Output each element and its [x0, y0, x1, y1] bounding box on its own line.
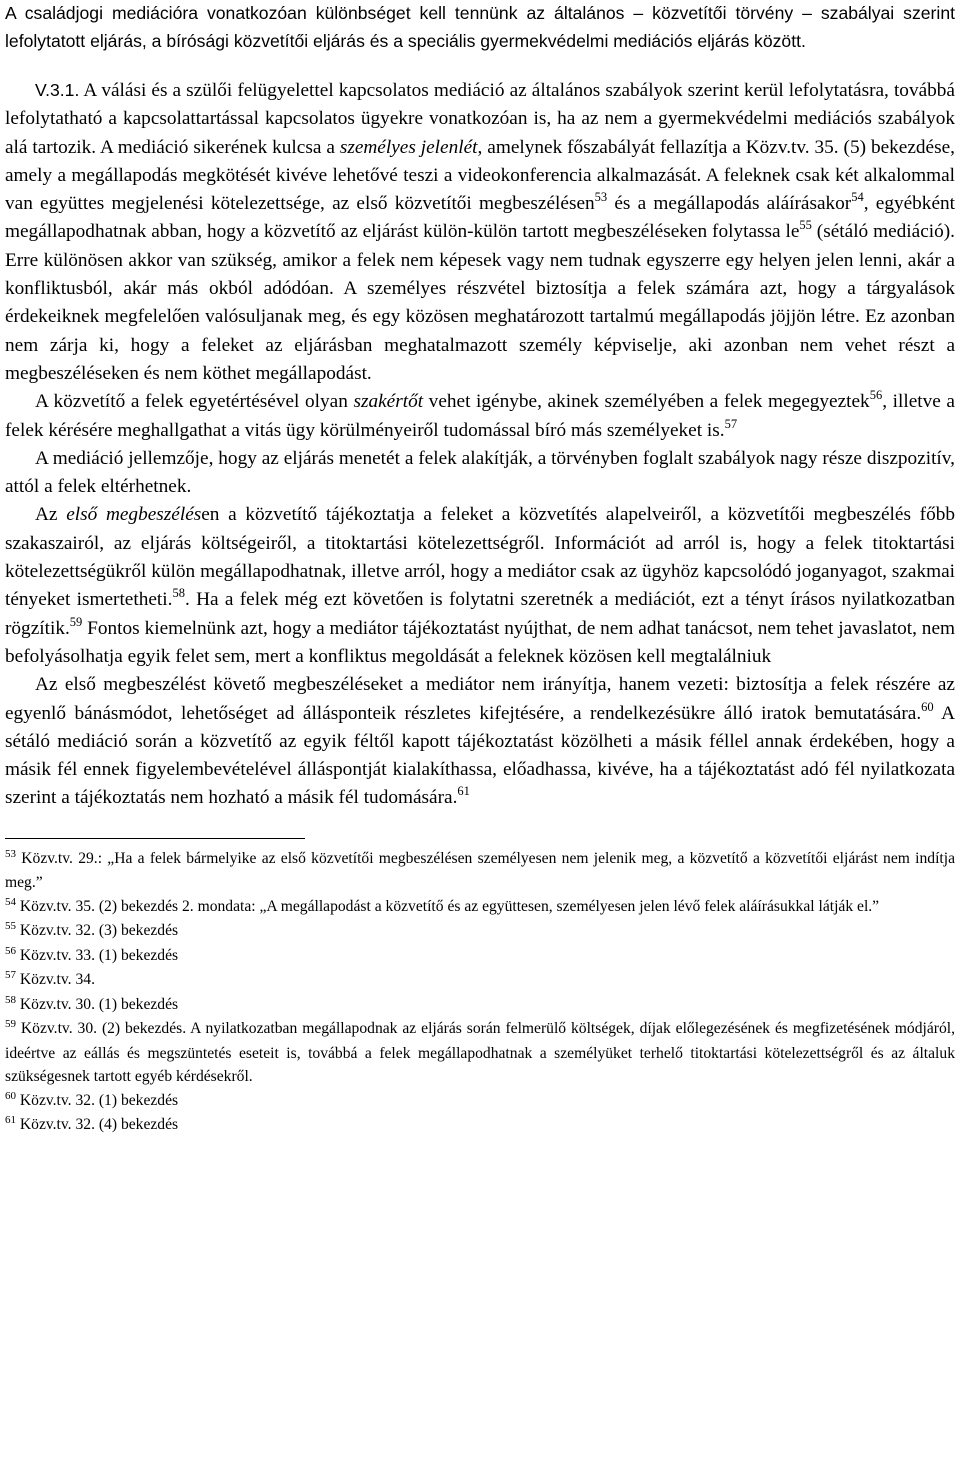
footnote-58	[5, 993, 955, 1018]
footnote-text: (3) bekezdés	[94, 922, 179, 940]
footnote-citation: Közv.tv. 32.	[16, 922, 95, 940]
footnote-61	[5, 1113, 955, 1138]
text-run: (sétáló mediáció). Erre különösen akkor van szükség, amikor a felek nem képesek vagy nem tudnak egyszerre egy helyen jelen lenni, akár a konfliktusból, akár más okból adódóan. A személyes részvétel biztosítja a felek számára azt, hogy a tárgyalások érdekeiknek megfelelően valósuljanak meg, és egy közösen meghatározott tartalmú megállapodás jöjjön létre. Ez azonban nem zárja ki, hogy a feleket az eljárásban meghatalmazott személy képviselje, aki azonban nem vehet részt a megbeszéléseken és nem köthet megállapodást.	[5, 221, 955, 384]
intro-paragraph: A családjogi mediációra vonatkozóan különbséget kell tennünk az általános – közvetítői törvény – szabályai szerint lefolytatott eljárás, a bírósági közvetítői eljárás és a speciális gyermekvédelmi mediációs eljárás között.	[5, 3, 955, 51]
footnote-ref-55[interactable]: 55	[799, 218, 812, 233]
footnote-text: (2) bekezdés. A nyilatkozatban megállapodnak az eljárás során felmerülő költségek, díjak előlegezésének és megfizetésének módjáról, ideértve az eállás és megszüntetés eseteit is, továbbá a felek megállapodhatnak a személyüket terhelő titoktartási kötelezettségről és az általuk szükségesnek tartott egyéb kérdésekről.	[5, 1020, 955, 1086]
text-run: A sétáló mediáció során a közvetítő az egyik féltől kapott tájékoztatást közölheti a másik féllel annak érdekében, hogy a másik fél ennek figyelembevételével álláspontját kialakíthassa, előadhassa, kivéve, ha a tájékoztatást adó fél nyilatkozata szerint a tájékoztatás nem hozható a másik fél tudomására.	[5, 702, 955, 809]
footnote-number: 54	[5, 895, 16, 908]
text-run: , egyébként megállapodhatnak abban, hogy a közvetítő az eljárást külön-külön tartott megbeszéléseken folytassa le	[5, 193, 956, 243]
footnote-citation: Közv.tv. 32.	[16, 1091, 95, 1109]
paragraph-following-meetings	[5, 671, 955, 812]
footnote-citation: Közv.tv. 30.	[16, 995, 95, 1013]
text-run: és a megállapodás aláírásakor	[607, 193, 852, 215]
text-run: Az	[35, 504, 67, 526]
footnotes	[5, 847, 955, 1138]
section-number: V.3.1.	[35, 80, 80, 100]
text-run: A válási és a szülői felügyelettel kapcsolatos mediáció az általános szabályok szerint kerül lefolytatásra, továbbá lefolytatható a kapcsolattartással kapcsolatos ügyekre vonatkozóan is, ha az nem a gyermekvédelmi mediációs szabályok alá tartozik. A mediáció sikerének kulcsa a	[5, 80, 955, 158]
footnote-number: 58	[5, 993, 16, 1006]
footnote-55	[5, 919, 955, 944]
footnote-text: (2) bekezdés 2. mondata: „A megállapodást a közvetítő és az együttesen, személyesen jelen lévő felek aláírásukkal látják el.”	[94, 897, 880, 915]
footnote-citation: Közv.tv. 33.	[16, 946, 95, 964]
footnote-ref-58[interactable]: 58	[172, 586, 185, 601]
text-run: A közvetítő a felek egyetértésével olyan	[35, 391, 354, 413]
paragraph-section-v31	[5, 76, 955, 388]
footnote-number: 55	[5, 920, 16, 933]
footnote-text: : „Ha a felek bármelyike az első közvetítői megbeszélésen személyesen nem jelenik meg, a közvetítő a közvetítői eljárást nem indítja meg.”	[5, 849, 956, 892]
paragraph-expert	[5, 388, 955, 445]
footnote-60	[5, 1089, 955, 1114]
footnote-number: 56	[5, 944, 16, 957]
footnote-citation: Közv.tv. 34.	[16, 971, 95, 989]
footnote-number: 61	[5, 1114, 16, 1127]
text-run: (5) bekezdése, amely a megállapodás megkötését kivéve lehetővé teszi a videokonferencia alkalmazását. A feleknek csak két alkalommal van együttes megjelenési kötelezettsége, az első közvetítői megbeszélésen	[5, 136, 955, 215]
footnote-number: 57	[5, 969, 16, 982]
footnote-ref-61[interactable]: 61	[457, 784, 470, 799]
text-run: , illetve a felek kérésére meghallgathat a vitás ügy körülményeiről tudomással bíró más személyeket is.	[5, 391, 955, 441]
text-run: Az első megbeszélést követő megbeszéléseket a mediátor nem irányítja, hanem vezeti: biztosítja a felek részére az egyenlő bánásmódot, lehetőséget ad állásponteik részletes kifejtésére, a rendelkezésükre álló iratok bemutatására.	[5, 674, 955, 724]
main-text	[5, 76, 955, 813]
footnote-ref-53[interactable]: 53	[594, 190, 608, 205]
footnote-citation: Közv.tv. 30.	[16, 1020, 98, 1038]
footnote-separator	[5, 838, 305, 839]
text-run: Fontos kiemelnünk azt, hogy a mediátor tájékoztatást nyújthat, de nem adhat tanácsot, nem tehet javaslatot, nem befolyásolhatja egyik felet sem, mert a konfliktus megoldását a feleknek közösen kell megtalálniuk	[5, 617, 955, 667]
footnote-number: 59	[5, 1018, 16, 1031]
footnote-ref-56[interactable]: 56	[869, 388, 883, 403]
footnote-citation: Közv.tv. 35.	[16, 897, 95, 915]
footnote-54	[5, 895, 955, 920]
paragraph-dispositive: A mediáció jellemzője, hogy az eljárás menetét a felek alakítják, a törvényben foglalt szabályok nagy része diszpozitív, attól a felek eltérhetnek.	[5, 447, 955, 498]
text-run: vehet igénybe, akinek személyében a felek megegyeztek	[423, 391, 870, 413]
footnote-59	[5, 1017, 955, 1089]
footnote-57	[5, 968, 955, 993]
text-run: . Ha a felek még ezt követően is folytatni szeretnék a mediációt, ezt a tényt írásos nyilatkozatban rögzítik.	[5, 589, 955, 639]
footnote-number: 53	[5, 847, 16, 860]
paragraph-first-meeting	[5, 501, 955, 671]
footnote-citation: Közv.tv. 29.	[16, 849, 98, 867]
text-run: en a közvetítő tájékoztatja a feleket a közvetítés alapelveiről, a közvetítői megbeszélés főbb szakaszairól, az eljárás költségeiről, a titoktartási kötelezettségről. Információt ad arról is, hogy a felek titoktartási kötelezettségükről külön megállapodhatnak, illetve arról, hogy a mediátor csak az ügyhöz kapcsolódó joganyagot, szakmai tényeket ismertetheti.	[5, 504, 955, 611]
italic-term: személyes jelenlét	[339, 136, 478, 158]
footnote-text: (4) bekezdés	[94, 1116, 179, 1134]
footnote-ref-57[interactable]: 57	[724, 416, 738, 431]
footnote-number: 60	[5, 1089, 16, 1102]
spacer	[5, 55, 955, 76]
italic-term: első megbeszélés	[66, 504, 202, 526]
footnote-56	[5, 944, 955, 969]
footnote-53	[5, 847, 955, 895]
italic-term: szakértőt	[353, 391, 424, 413]
footnote-ref-60[interactable]: 60	[921, 699, 934, 714]
footnote-citation: Közv.tv. 32.	[16, 1116, 95, 1134]
footnote-text: (1) bekezdés	[94, 1091, 179, 1109]
footnote-ref-54[interactable]: 54	[851, 190, 864, 205]
footnote-text: (1) bekezdés	[94, 995, 179, 1013]
text-run: , amelynek főszabályát fellazítja a Közv.tv. 35.	[477, 136, 839, 158]
footnote-text: (1) bekezdés	[94, 946, 179, 964]
footnote-ref-59[interactable]: 59	[69, 614, 83, 629]
